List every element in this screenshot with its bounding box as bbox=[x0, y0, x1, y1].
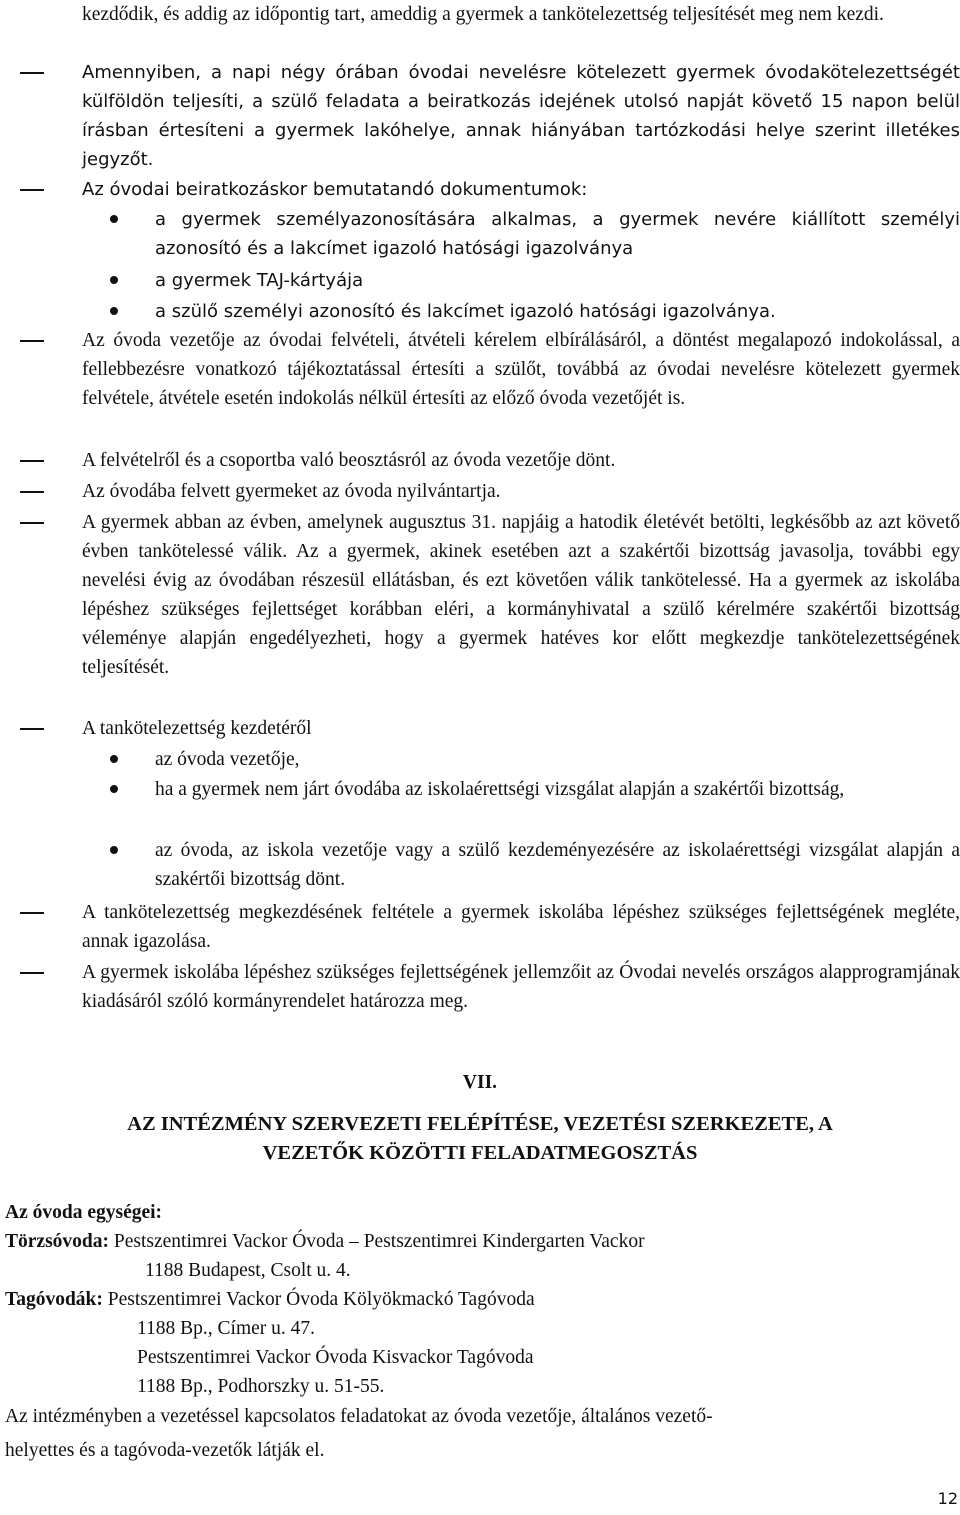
list-item-characteristics: A gyermek iskolába lépéshez szükséges fejlettségének jellemzőit az Óvodai nevelés országos alapprogramjának kiadásáról szóló kormányrendelet határozza meg. bbox=[82, 958, 960, 1016]
continuation-paragraph: kezdődik, és addig az időpontig tart, ameddig a gyermek a tankötelezettség teljesítését meg nem kezdi. bbox=[82, 4, 884, 25]
dash-icon bbox=[20, 898, 44, 927]
bullet-item-taj: a gyermek TAJ-kártyája bbox=[155, 266, 960, 295]
management-line1: Az intézményben a vezetéssel kapcsolatos feladatokat az óvoda vezetője, általános vezető- bbox=[5, 1406, 713, 1427]
section-title-line2: VEZETŐK KÖZÖTTI FELADATMEGOSZTÁS bbox=[262, 1142, 698, 1164]
list-item-start: A tankötelezettség kezdetéről bbox=[82, 714, 960, 743]
bullet-item-committee: ha a gyermek nem járt óvodába az iskolaérettségi vizsgálat alapján a szakértői bizottság, bbox=[155, 775, 960, 804]
bullet-icon bbox=[110, 307, 118, 315]
bullet-item-parent-id: a szülő személyi azonosító és lakcímet igazoló hatósági igazolványa. bbox=[155, 297, 960, 326]
main-unit-label: Törzsóvoda: bbox=[5, 1231, 109, 1252]
member-unit-label: Tagóvodák: bbox=[5, 1289, 103, 1310]
dash-icon bbox=[20, 326, 44, 355]
dash-icon bbox=[20, 958, 44, 987]
section-number: VII. bbox=[462, 1072, 498, 1093]
main-unit-name: Pestszentimrei Vackor Óvoda – Pestszentimrei Kindergarten Vackor bbox=[113, 1231, 645, 1252]
bullet-item-id: a gyermek személyazonosítására alkalmas, a gyermek nevére kiállított személyi azonosító és a lakcímet igazoló hatósági igazolványa bbox=[155, 205, 960, 263]
dash-icon bbox=[20, 175, 44, 204]
dash-icon bbox=[20, 508, 44, 537]
bullet-icon bbox=[110, 276, 118, 284]
member1-address: 1188 Bp., Címer u. 47. bbox=[137, 1318, 316, 1339]
dash-icon bbox=[20, 477, 44, 506]
member1-name: Pestszentimrei Vackor Óvoda Kölyökmackó Tagóvoda bbox=[107, 1289, 535, 1310]
management-line2: helyettes és a tagóvoda-vezetők látják el. bbox=[5, 1440, 325, 1461]
list-item-register: Az óvodába felvett gyermeket az óvoda nyilvántartja. bbox=[82, 477, 960, 506]
main-unit-row bbox=[5, 1227, 645, 1256]
list-item-school-age: A gyermek abban az évben, amelynek augusztus 31. napjáig a hatodik életévét betölti, legkésőbb az azt követő évben tankötelessé válik. Az a gyermek, akinek esetében azt a szakértői bizottság javasolja, további egy nevelési évig az óvodában részesül ellátásban, és ezt követően válik tankötelessé. Ha a gyermek az iskolába lépéshez szükséges fejlettséget korábban eléri, a kormányhivatal a szülő kérelmére szakértői bizottság véleménye alapján engedélyezheti, hogy a gyermek hatéves kor előtt megkezdje tankötelezettségének teljesítését. bbox=[82, 508, 960, 682]
bullet-icon bbox=[110, 785, 118, 793]
bullet-icon bbox=[110, 215, 118, 223]
dash-icon bbox=[20, 446, 44, 475]
member2-address: 1188 Bp., Podhorszky u. 51-55. bbox=[137, 1376, 385, 1397]
page-number: 12 bbox=[937, 1489, 958, 1508]
dash-icon bbox=[20, 58, 44, 87]
list-item-admission: A felvételről és a csoportba való beosztásról az óvoda vezetője dönt. bbox=[82, 446, 960, 475]
list-item-leader-decision: Az óvoda vezetője az óvodai felvételi, átvételi kérelem elbírálásáról, a döntést megalapozó indokolással, a fellebbezésre vonatkozó tájékoztatással értesíti a szülőt, továbbá az óvodai nevelésre kötelezett gyermek felvétele, átvétele esetén indokolás nélkül értesíti az előző óvoda vezetőjét is. bbox=[82, 326, 960, 413]
bullet-item-initiative: az óvoda, az iskola vezetője vagy a szülő kezdeményezésére az iskolaérettségi vizsgálat alapján a szakértői bizottság dönt. bbox=[155, 836, 960, 894]
member2-name: Pestszentimrei Vackor Óvoda Kisvackor Tagóvoda bbox=[137, 1347, 534, 1368]
units-heading: Az óvoda egységei: bbox=[5, 1202, 163, 1223]
dash-icon bbox=[20, 714, 44, 743]
list-item-condition: A tankötelezettség megkezdésének feltétele a gyermek iskolába lépéshez szükséges fejlettségének megléte, annak igazolása. bbox=[82, 898, 960, 956]
bullet-item-leader: az óvoda vezetője, bbox=[155, 745, 960, 774]
list-item-abroad: Amennyiben, a napi négy órában óvodai nevelésre kötelezett gyermek óvodakötelezettségét külföldön teljesíti, a szülő feladata a beiratkozás idejének utolsó napját követő 15 napon belül írásban értesíteni a gyermek lakóhelye, annak hiányában tartózkodási helye szerint illetékes jegyzőt. bbox=[82, 58, 960, 174]
list-item-documents: Az óvodai beiratkozáskor bemutatandó dokumentumok: bbox=[82, 175, 960, 204]
member-unit-row bbox=[5, 1285, 535, 1314]
section-title-line1: AZ INTÉZMÉNY SZERVEZETI FELÉPÍTÉSE, VEZETÉSI SZERKEZETE, A bbox=[127, 1113, 833, 1135]
bullet-icon bbox=[110, 846, 118, 854]
bullet-icon bbox=[110, 755, 118, 763]
main-unit-address: 1188 Budapest, Csolt u. 4. bbox=[145, 1260, 351, 1281]
